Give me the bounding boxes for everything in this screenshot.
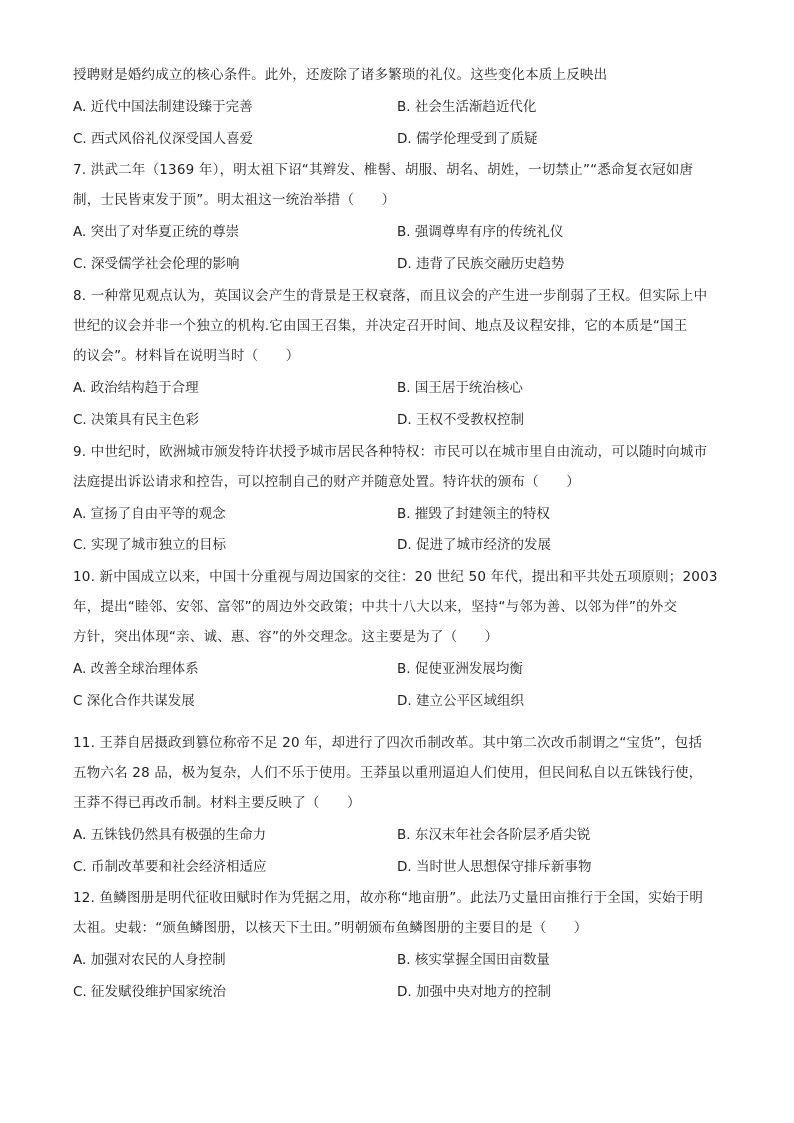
q12-option-d: D. 加强中央对地方的控制 (397, 984, 551, 1000)
q7-option-c: C. 深受儒学社会伦理的影响 (73, 256, 240, 272)
q11-option-c: C. 币制改革要和社会经济相适应 (73, 859, 267, 875)
q12-option-c: C. 征发赋役维护国家统治 (73, 984, 227, 1000)
q11-stem-line-2: 五物六名 28 品，极为复杂，人们不乐于使用。王莽虽以重刑逼迫人们使用，但民间私自以五铢钱行使， (73, 765, 703, 781)
q6-stem-tail: 授聘财是婚约成立的核心条件。此外，还废除了诸多繁琐的礼仪。这些变化本质上反映出 (73, 67, 608, 83)
q12-option-b: B. 核实掌握全国田亩数量 (397, 952, 550, 968)
q9-option-a: A. 宣扬了自由平等的观念 (73, 506, 226, 522)
q7-stem-line-2: 制，士民皆束发于顶”。明太祖这一统治举措（ ） (73, 192, 396, 208)
q12-stem-line-2: 太祖。史载：“颁鱼鳞图册，以核天下土田。”明朝颁布鱼鳞图册的主要目的是（ ） (73, 920, 588, 936)
q7-option-b: B. 强调尊卑有序的传统礼仪 (397, 224, 564, 240)
q9-stem-line-2: 法庭提出诉讼请求和控告，可以控制自己的财产并随意处置。特许状的颁布（ ） (73, 474, 580, 490)
q10-option-a: A. 改善全球治理体系 (73, 661, 199, 677)
q10-stem-line-1: 10. 新中国成立以来，中国十分重视与周边国家的交往：20 世纪 50 年代，提出和平共处五项原则；2003 (73, 569, 718, 585)
q9-option-b: B. 摧毁了封建领主的特权 (397, 506, 550, 522)
q7-option-a: A. 突出了对华夏正统的尊崇 (73, 224, 240, 240)
q8-stem-line-1: 8. 一种常见观点认为，英国议会产生的背景是王权衰落，而且议会的产生进一步削弱了王权。但实际上中 (73, 288, 708, 304)
q7-stem-line-1: 7. 洪武二年（1369 年），明太祖下诏“其辫发、椎髻、胡服、胡名、胡姓，一切禁止”“悉命复衣冠如唐 (73, 162, 694, 178)
q6-option-d: D. 儒学伦理受到了质疑 (397, 131, 538, 147)
q8-stem-line-2: 世纪的议会并非一个独立的机构.它由国王召集，并决定召开时间、地点及议程安排，它的本质是“国王 (73, 318, 688, 334)
q11-stem-line-3: 王莽不得已再改币制。材料主要反映了（ ） (73, 795, 361, 811)
q6-option-b: B. 社会生活渐趋近代化 (397, 99, 537, 115)
q8-option-c: C. 决策具有民主色彩 (73, 412, 200, 428)
q8-option-b: B. 国王居于统治核心 (397, 380, 523, 396)
q11-option-d: D. 当时世人思想保守排斥新事物 (397, 859, 592, 875)
q10-option-b: B. 促使亚洲发展均衡 (397, 661, 523, 677)
q11-option-b: B. 东汉末年社会各阶层矛盾尖锐 (397, 827, 591, 843)
q10-stem-line-2: 年，提出“睦邻、安邻、富邻”的周边外交政策；中共十八大以来，坚持“与邻为善、以邻为伴”的外交 (73, 599, 678, 615)
q9-stem-line-1: 9. 中世纪时，欧洲城市颁发特许状授予城市居民各种特权：市民可以在城市里自由流动，可以随时向城市 (73, 444, 708, 460)
q11-stem-line-1: 11. 王莽自居摄政到篡位称帝不足 20 年，却进行了四次币制改革。其中第二次改币制谓之“宝货”，包括 (73, 735, 703, 751)
q8-option-a: A. 政治结构趋于合理 (73, 380, 199, 396)
q10-stem-line-3: 方针，突出体现“亲、诚、惠、容”的外交理念。这主要是为了（ ） (73, 629, 499, 645)
q12-option-a: A. 加强对农民的人身控制 (73, 952, 226, 968)
q8-option-d: D. 王权不受教权控制 (397, 412, 524, 428)
q6-option-c: C. 西式风俗礼仪深受国人喜爱 (73, 131, 254, 147)
q8-stem-line-3: 的议会”。材料旨在说明当时（ ） (73, 348, 300, 364)
q9-option-c: C. 实现了城市独立的目标 (73, 537, 227, 553)
q9-option-d: D. 促进了城市经济的发展 (397, 537, 551, 553)
q12-stem-line-1: 12. 鱼鳞图册是明代征收田赋时作为凭据之用，故亦称“地亩册”。此法乃丈量田亩推行于全国，实始于明 (73, 890, 704, 906)
q11-option-a: A. 五铢钱仍然具有极强的生命力 (73, 827, 267, 843)
q10-option-c: C 深化合作共谋发展 (73, 693, 195, 709)
q10-option-d: D. 建立公平区域组织 (397, 693, 524, 709)
q7-option-d: D. 违背了民族交融历史趋势 (397, 256, 565, 272)
q6-option-a: A. 近代中国法制建设臻于完善 (73, 99, 253, 115)
